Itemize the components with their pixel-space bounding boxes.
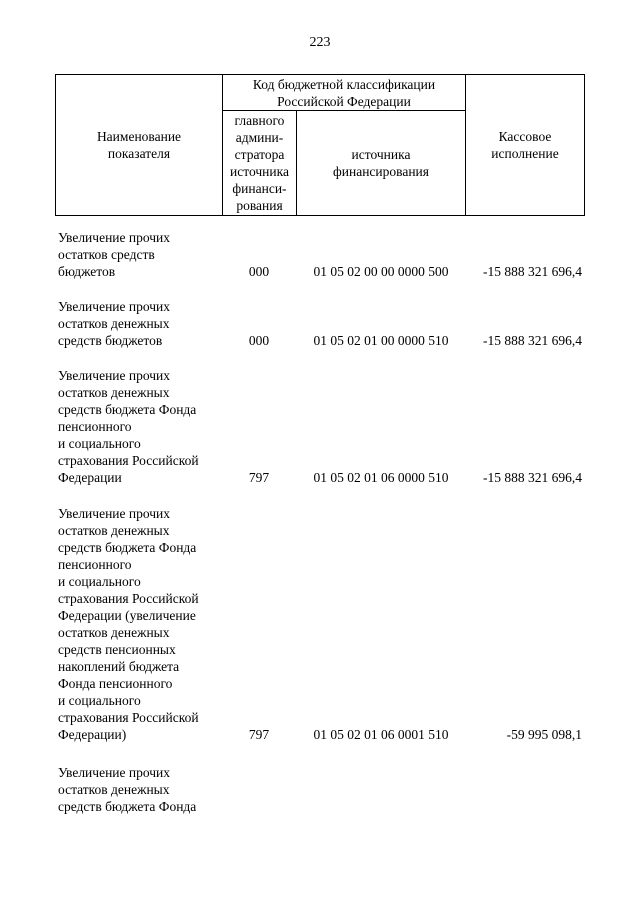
header-source-code: источника финансирования — [333, 147, 429, 179]
row-amount: -59 995 098,1 — [506, 727, 582, 742]
row-name: Увеличение прочих остатков денежных средств бюджета Фонда пенсионного и социального страхования Российской Федерации (увеличение остатков денежных средств пенсионных накоплений бюджета Фонда пенсионного и социального страхования Российской Федерации) — [58, 506, 199, 742]
row-source-code: 01 05 02 00 00 0000 500 — [313, 264, 449, 279]
row-admin-code: 797 — [248, 727, 270, 742]
row-admin-code: 000 — [248, 333, 270, 348]
row-source-code: 01 05 02 01 06 0000 510 — [313, 470, 449, 485]
page-number: 223 — [309, 35, 331, 50]
row-amount: -15 888 321 696,4 — [483, 333, 582, 348]
row-name: Увеличение прочих остатков средств бюджетов — [58, 230, 171, 279]
row-name: Увеличение прочих остатков денежных средств бюджета Фонда пенсионного и социального страхования Российской Федерации — [58, 368, 199, 485]
row-source-code: 01 05 02 01 00 0000 510 — [313, 333, 449, 348]
table-row — [0, 298, 640, 349]
table-row — [0, 229, 640, 280]
row-name: Увеличение прочих остатков денежных средств бюджетов — [58, 299, 171, 348]
header-bottom-border — [55, 215, 585, 216]
row-name: Увеличение прочих остатков денежных средств бюджета Фонда — [58, 765, 197, 814]
header-name: Наименование показателя — [96, 129, 182, 161]
row-admin-code: 797 — [248, 470, 270, 485]
table-row — [0, 764, 640, 815]
header-admin-code: главного админи- стратора источника финанси- рования — [230, 113, 289, 213]
row-admin-code: 000 — [248, 264, 270, 279]
table-row — [0, 505, 640, 743]
header-right-border — [584, 74, 585, 216]
row-source-code: 01 05 02 01 06 0001 510 — [313, 727, 449, 742]
row-amount: -15 888 321 696,4 — [483, 470, 582, 485]
row-amount: -15 888 321 696,4 — [483, 264, 582, 279]
header-code-group: Код бюджетной классификации Российской Федерации — [252, 76, 436, 109]
table-row — [0, 367, 640, 486]
header-amount: Кассовое исполнение — [491, 129, 559, 161]
